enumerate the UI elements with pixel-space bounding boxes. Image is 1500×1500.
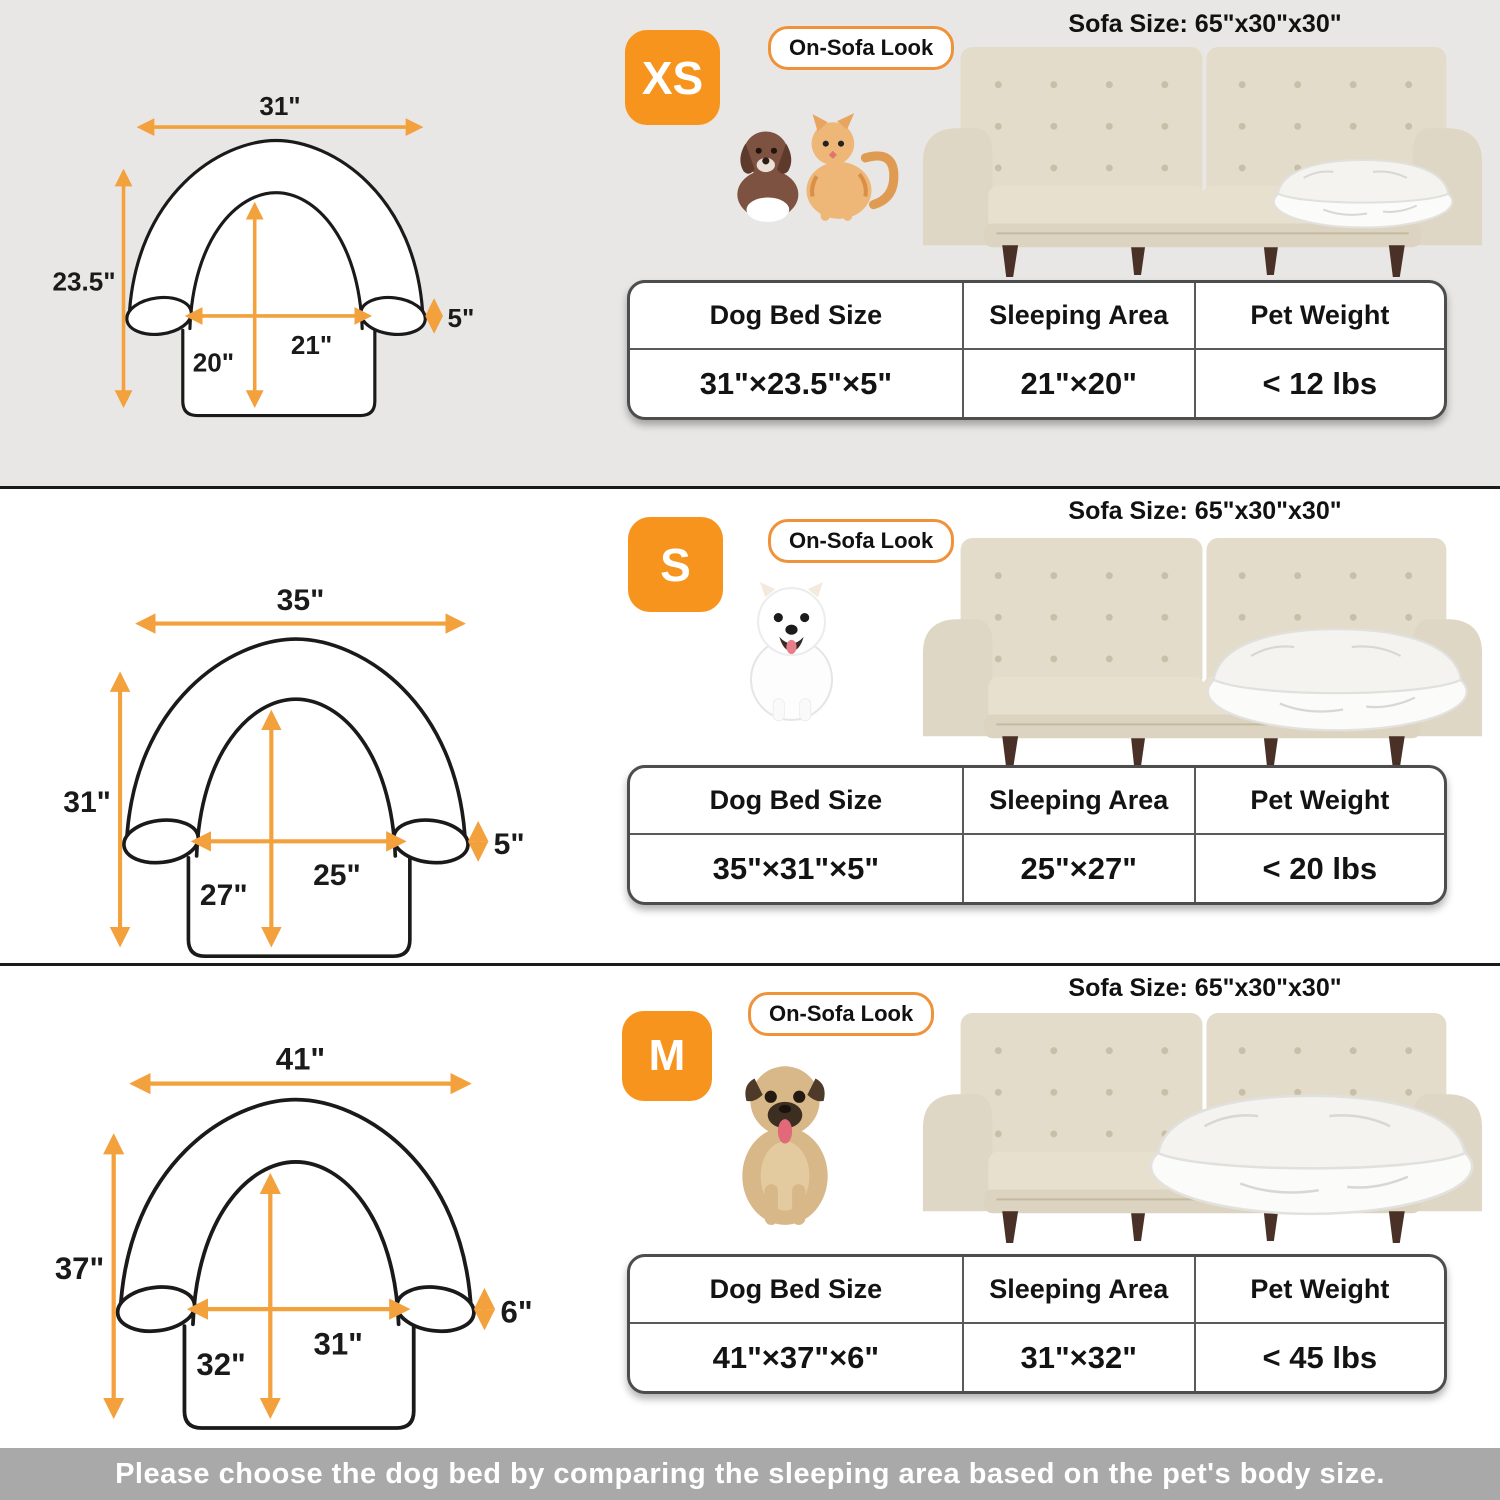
sofa-legs <box>1002 736 1405 768</box>
overall-width-label: 31" <box>259 91 301 122</box>
size-badge-xs: XS <box>625 30 720 125</box>
section-size-m <box>0 966 1500 1448</box>
sofa-size-caption: Sofa Size: 65"x30"x30" <box>1068 10 1342 38</box>
sofa-with-bed-m <box>915 1006 1490 1246</box>
table-header-dog-bed-size: Dog Bed Size <box>630 283 964 350</box>
table-value-pet-weight: < 12 lbs <box>1262 365 1378 401</box>
sleeping-height-label: 27" <box>199 879 248 913</box>
sofa-legs <box>1002 1211 1405 1243</box>
plush-bed-m <box>1151 1096 1472 1214</box>
puppy-illustration <box>737 131 798 221</box>
puppy-and-kitten-image <box>715 105 903 227</box>
table-header-sleeping-area: Sleeping Area <box>964 1257 1196 1324</box>
sofa-with-bed-s <box>915 531 1490 771</box>
bolster-height-label: 5" <box>447 303 475 334</box>
bed-outline-fill <box>120 1100 471 1428</box>
table-value-sleeping-area: 25"×27" <box>964 835 1196 902</box>
bed-outline-fill <box>126 639 465 956</box>
overall-height-label: 37" <box>54 1250 105 1286</box>
table-value-dog-bed-size: 35"×31"×5" <box>630 835 964 902</box>
footer-note-text: Please choose the dog bed by comparing the sleeping area based on the pet's body size. <box>115 1457 1385 1490</box>
bed-dimension-diagram-m <box>8 994 593 1447</box>
pug-image <box>724 1052 846 1230</box>
spec-table-m <box>627 1254 1447 1394</box>
sleeping-height-label: 20" <box>192 347 235 378</box>
section-size-s <box>0 489 1500 966</box>
bed-outline-fill <box>129 141 423 416</box>
table-header-sleeping-area: Sleeping Area <box>964 768 1196 835</box>
size-badge-m: M <box>622 1011 712 1101</box>
section-size-xs <box>0 0 1500 489</box>
bed-dimension-diagram-s <box>18 537 583 974</box>
table-header-pet-weight: Pet Weight <box>1196 283 1444 350</box>
table-header-sleeping-area: Sleeping Area <box>964 283 1196 350</box>
table-value-pet-weight: < 20 lbs <box>1262 850 1378 886</box>
table-value-sleeping-area: 31"×32" <box>964 1324 1196 1391</box>
table-value-pet-weight: < 45 lbs <box>1262 1339 1378 1375</box>
spec-table-s <box>627 765 1447 905</box>
kitten-illustration <box>806 113 893 221</box>
sleeping-width-label: 25" <box>313 859 361 893</box>
bolster-height-label: 5" <box>493 828 525 862</box>
sleeping-height-label: 32" <box>196 1347 246 1383</box>
on-sofa-look-pill: On-Sofa Look <box>768 519 954 563</box>
spec-table-xs <box>627 280 1447 420</box>
table-value-sleeping-area: 21"×20" <box>964 350 1196 417</box>
sofa-size-caption: Sofa Size: 65"x30"x30" <box>1068 497 1342 525</box>
footer-note-banner <box>0 1448 1500 1500</box>
sleeping-width-label: 31" <box>313 1326 363 1362</box>
table-value-dog-bed-size: 31"×23.5"×5" <box>630 350 964 417</box>
plush-bed-xs <box>1274 160 1452 227</box>
size-badge-s: S <box>628 517 723 612</box>
sleeping-width-label: 21" <box>290 329 333 360</box>
plush-bed-s <box>1208 629 1467 730</box>
overall-width-label: 41" <box>275 1041 326 1077</box>
on-sofa-look-pill: On-Sofa Look <box>748 992 934 1036</box>
table-header-pet-weight: Pet Weight <box>1196 768 1444 835</box>
overall-height-label: 23.5" <box>52 266 116 297</box>
on-sofa-look-pill: On-Sofa Look <box>768 26 954 70</box>
bed-dimension-diagram-xs <box>35 52 525 431</box>
table-header-pet-weight: Pet Weight <box>1196 1257 1444 1324</box>
table-header-dog-bed-size: Dog Bed Size <box>630 768 964 835</box>
bolster-height-label: 6" <box>500 1294 533 1330</box>
overall-width-label: 35" <box>276 583 325 617</box>
table-value-dog-bed-size: 41"×37"×6" <box>630 1324 964 1391</box>
sofa-with-bed-xs <box>915 40 1490 280</box>
pomeranian-image <box>733 575 851 727</box>
table-header-dog-bed-size: Dog Bed Size <box>630 1257 964 1324</box>
sofa-size-caption: Sofa Size: 65"x30"x30" <box>1068 974 1342 1002</box>
overall-height-label: 31" <box>63 786 111 820</box>
sofa-legs <box>1002 245 1405 277</box>
